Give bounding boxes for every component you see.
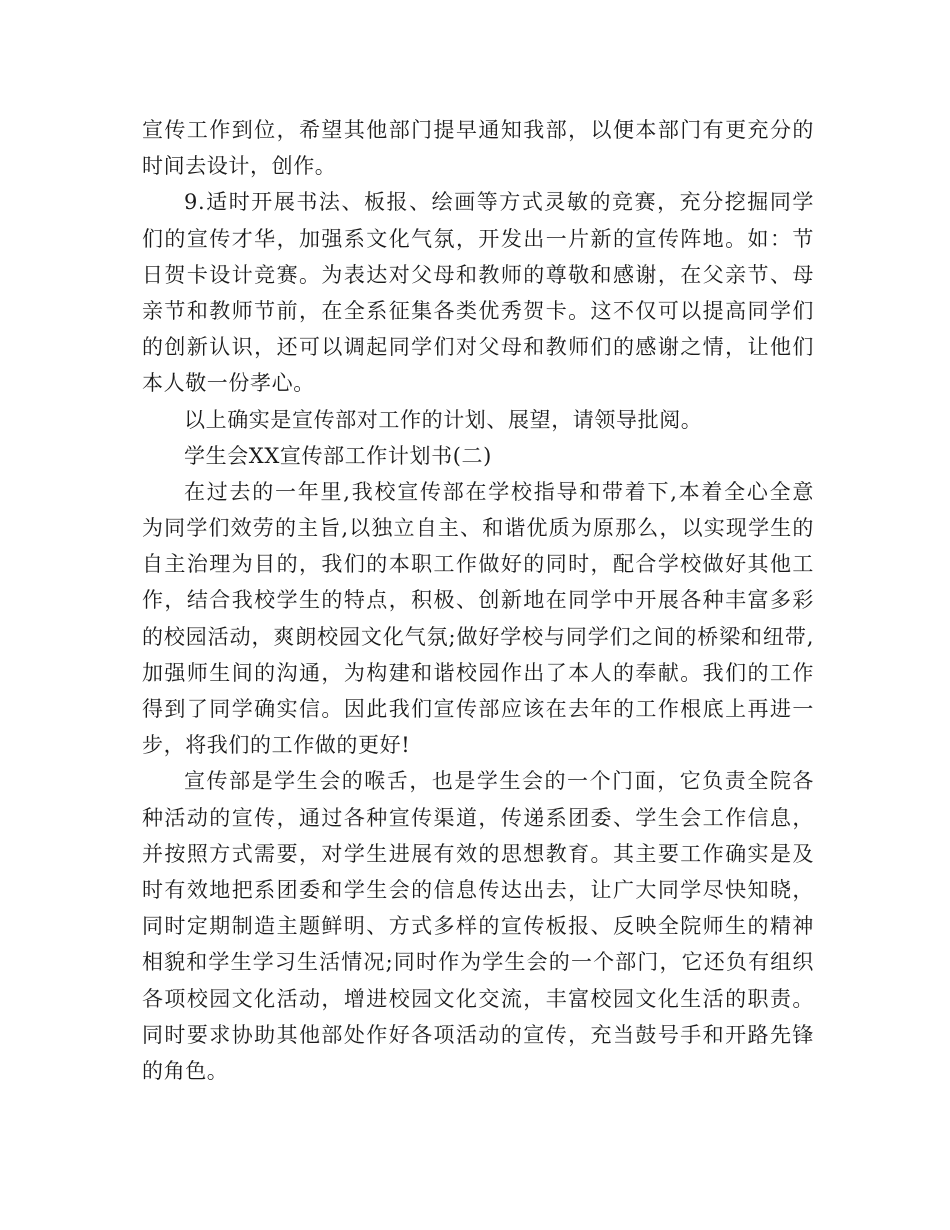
text-line: 时间去设计，创作。 bbox=[142, 154, 337, 179]
text-line: 日贺卡设计竞赛。为表达对父母和教师的尊敬和感谢，在父亲节、母 bbox=[142, 262, 814, 287]
text-line: 同时要求协助其他部处作好各项活动的宣传，充当鼓号手和开路先锋 bbox=[142, 1022, 814, 1047]
text-line: 的校园活动，爽朗校园文化气氛;做好学校与同学们之间的桥梁和纽带, bbox=[142, 624, 814, 649]
document-body bbox=[142, 112, 814, 1089]
text-line: 自主治理为目的，我们的本职工作做好的同时，配合学校做好其他工 bbox=[142, 552, 814, 577]
text-line: 9.适时开展书法、板报、绘画等方式灵敏的竞赛，充分挖掘同学 bbox=[184, 190, 814, 215]
text-line: 为同学们效劳的主旨,以独立自主、和谐优质为原那么，以实现学生的 bbox=[142, 516, 814, 541]
text-line: 得到了同学确实信。因此我们宣传部应该在去年的工作根底上再进一 bbox=[142, 697, 814, 721]
text-line: 的角色。 bbox=[142, 1058, 229, 1083]
text-line: 并按照方式需要，对学生进展有效的思想教育。其主要工作确实是及 bbox=[142, 841, 814, 866]
text-line: 作，结合我校学生的特点，积极、创新地在同学中开展各种丰富多彩 bbox=[142, 588, 814, 613]
text-line: 宣传工作到位，希望其他部门提早通知我部，以便本部门有更充分的 bbox=[142, 118, 814, 142]
text-line: 同时定期制造主题鲜明、方式多样的宣传板报、反映全院师生的精神 bbox=[142, 914, 814, 939]
text-line: 加强师生间的沟通，为构建和谐校园作出了本人的奉献。我们的工作 bbox=[142, 660, 814, 685]
text-line: 时有效地把系团委和学生会的信息传达出去，让广大同学尽快知晓， bbox=[142, 877, 814, 902]
text-line: 步，将我们的工作做的更好! bbox=[142, 733, 411, 758]
text-line: 宣传部是学生会的喉舌，也是学生会的一个门面，它负责全院各 bbox=[184, 769, 814, 794]
paragraph-continuation bbox=[142, 112, 814, 184]
paragraph-department-role bbox=[142, 763, 814, 1089]
text-line: 以上确实是宣传部对工作的计划、展望，请领导批阅。 bbox=[184, 407, 703, 432]
section-title-text: 学生会XX宣传部工作计划书(二) bbox=[184, 443, 492, 468]
paragraph-item-9 bbox=[142, 184, 814, 401]
text-line: 们的宣传才华，加强系文化气氛，开发出一片新的宣传阵地。如：节 bbox=[142, 226, 814, 251]
text-line: 本人敬一份孝心。 bbox=[142, 371, 315, 396]
text-line: 相貌和学生学习生活情况;同时作为学生会的一个部门，它还负有组织 bbox=[142, 950, 814, 975]
text-line: 的创新认识，还可以调起同学们对父母和教师们的感谢之情，让他们 bbox=[142, 335, 814, 360]
section-title bbox=[142, 438, 814, 474]
text-line: 亲节和教师节前，在全系征集各类优秀贺卡。这不仅可以提高同学们 bbox=[142, 298, 814, 323]
text-line: 各项校园文化活动，增进校园文化交流，丰富校园文化生活的职责。 bbox=[142, 986, 814, 1011]
text-line: 种活动的宣传，通过各种宣传渠道，传递系团委、学生会工作信息， bbox=[142, 805, 814, 830]
text-line: 在过去的一年里,我校宣传部在学校指导和带着下,本着全心全意 bbox=[184, 479, 814, 504]
paragraph-conclusion bbox=[142, 402, 814, 438]
paragraph-past-year bbox=[142, 474, 814, 764]
